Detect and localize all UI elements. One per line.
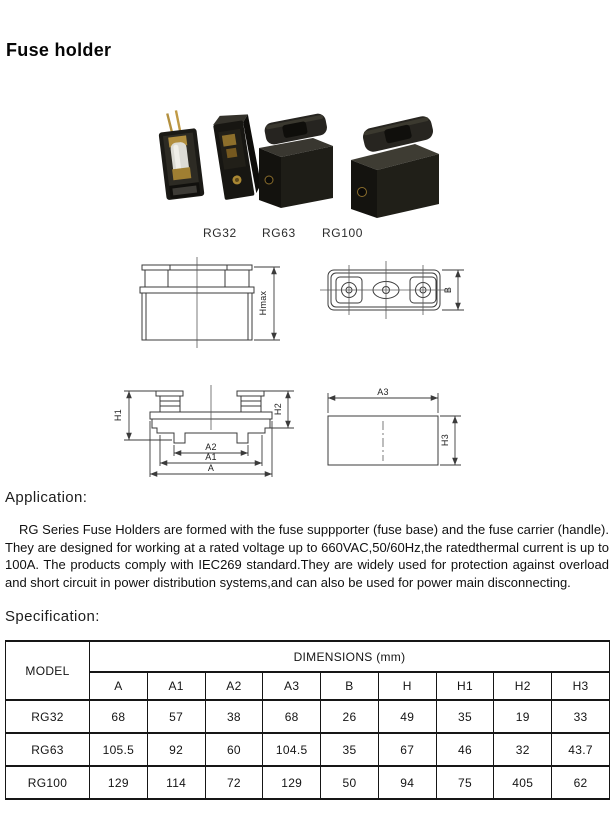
value-cell: 75 bbox=[436, 766, 494, 799]
product-label-rg32: RG32 bbox=[203, 226, 237, 240]
value-cell: 60 bbox=[205, 733, 263, 766]
value-cell: 26 bbox=[321, 700, 379, 733]
column-header-a3: A3 bbox=[263, 672, 321, 700]
value-cell: 129 bbox=[90, 766, 148, 799]
value-cell: 62 bbox=[552, 766, 610, 799]
value-cell: 92 bbox=[147, 733, 205, 766]
model-cell: RG32 bbox=[6, 700, 90, 733]
dim-label-hmax: Hmax bbox=[258, 290, 268, 316]
front-view-drawing bbox=[113, 250, 298, 358]
top-view-drawing bbox=[318, 256, 468, 326]
fuse-base-open-photo bbox=[156, 108, 204, 200]
dim-label-a1: A1 bbox=[205, 452, 217, 462]
fuse-holder-rg63-photo bbox=[259, 112, 333, 208]
value-cell: 43.7 bbox=[552, 733, 610, 766]
model-cell: RG63 bbox=[6, 733, 90, 766]
column-header-row bbox=[6, 672, 610, 700]
application-body: RG Series Fuse Holders are formed with the fuse suppporter (fuse base) and the fuse carrier (handle). They are designed for working at a rated voltage up to 660VAC,50/60Hz,the ratedthermal current is up to 100A. The products comply with IEC269 standard.They are widely used for protection against overload and short circuit in power distribution systems,and can also be used for power main disconnecting. bbox=[5, 522, 609, 590]
dim-label-h2: H2 bbox=[273, 402, 283, 416]
value-cell: 67 bbox=[378, 733, 436, 766]
value-cell: 33 bbox=[552, 700, 610, 733]
page-title: Fuse holder bbox=[6, 40, 112, 60]
value-cell: 94 bbox=[378, 766, 436, 799]
product-labels bbox=[155, 226, 465, 242]
column-header-a2: A2 bbox=[205, 672, 263, 700]
column-header-h3: H3 bbox=[552, 672, 610, 700]
value-cell: 72 bbox=[205, 766, 263, 799]
side-view-drawing bbox=[318, 385, 468, 473]
value-cell: 105.5 bbox=[90, 733, 148, 766]
specification-heading: Specification: bbox=[5, 608, 100, 625]
value-cell: 38 bbox=[205, 700, 263, 733]
dim-label-a3: A3 bbox=[377, 387, 389, 397]
dim-label-a2: A2 bbox=[205, 442, 217, 452]
dim-label-h3: H3 bbox=[440, 433, 450, 447]
product-label-rg63: RG63 bbox=[262, 226, 296, 240]
value-cell: 32 bbox=[494, 733, 552, 766]
value-cell: 57 bbox=[147, 700, 205, 733]
value-cell: 35 bbox=[436, 700, 494, 733]
column-header-a: A bbox=[90, 672, 148, 700]
column-header-b: B bbox=[321, 672, 379, 700]
table-row-rg63 bbox=[6, 733, 610, 766]
value-cell: 35 bbox=[321, 733, 379, 766]
value-cell: 104.5 bbox=[263, 733, 321, 766]
dim-label-h1: H1 bbox=[113, 408, 123, 422]
specification-table bbox=[5, 640, 610, 800]
product-photo bbox=[155, 106, 465, 220]
table-row-rg32 bbox=[6, 700, 610, 733]
value-cell: 19 bbox=[494, 700, 552, 733]
value-cell: 50 bbox=[321, 766, 379, 799]
value-cell: 49 bbox=[378, 700, 436, 733]
column-header-h2: H2 bbox=[494, 672, 552, 700]
table-row-rg100 bbox=[6, 766, 610, 799]
fuse-carrier-photo bbox=[212, 111, 263, 200]
dim-label-b: B bbox=[443, 286, 453, 294]
product-label-rg100: RG100 bbox=[322, 226, 364, 240]
dim-label-a: A bbox=[207, 463, 215, 473]
dimensions-header: DIMENSIONS (mm) bbox=[90, 641, 610, 672]
column-header-h1: H1 bbox=[436, 672, 494, 700]
value-cell: 114 bbox=[147, 766, 205, 799]
model-header: MODEL bbox=[6, 641, 90, 700]
section-view-drawing bbox=[108, 383, 300, 483]
value-cell: 68 bbox=[263, 700, 321, 733]
value-cell: 405 bbox=[494, 766, 552, 799]
model-cell: RG100 bbox=[6, 766, 90, 799]
value-cell: 46 bbox=[436, 733, 494, 766]
value-cell: 68 bbox=[90, 700, 148, 733]
column-header-h: H bbox=[378, 672, 436, 700]
fuse-holder-rg100-photo bbox=[351, 114, 439, 218]
value-cell: 129 bbox=[263, 766, 321, 799]
column-header-a1: A1 bbox=[147, 672, 205, 700]
application-heading: Application: bbox=[5, 489, 88, 506]
